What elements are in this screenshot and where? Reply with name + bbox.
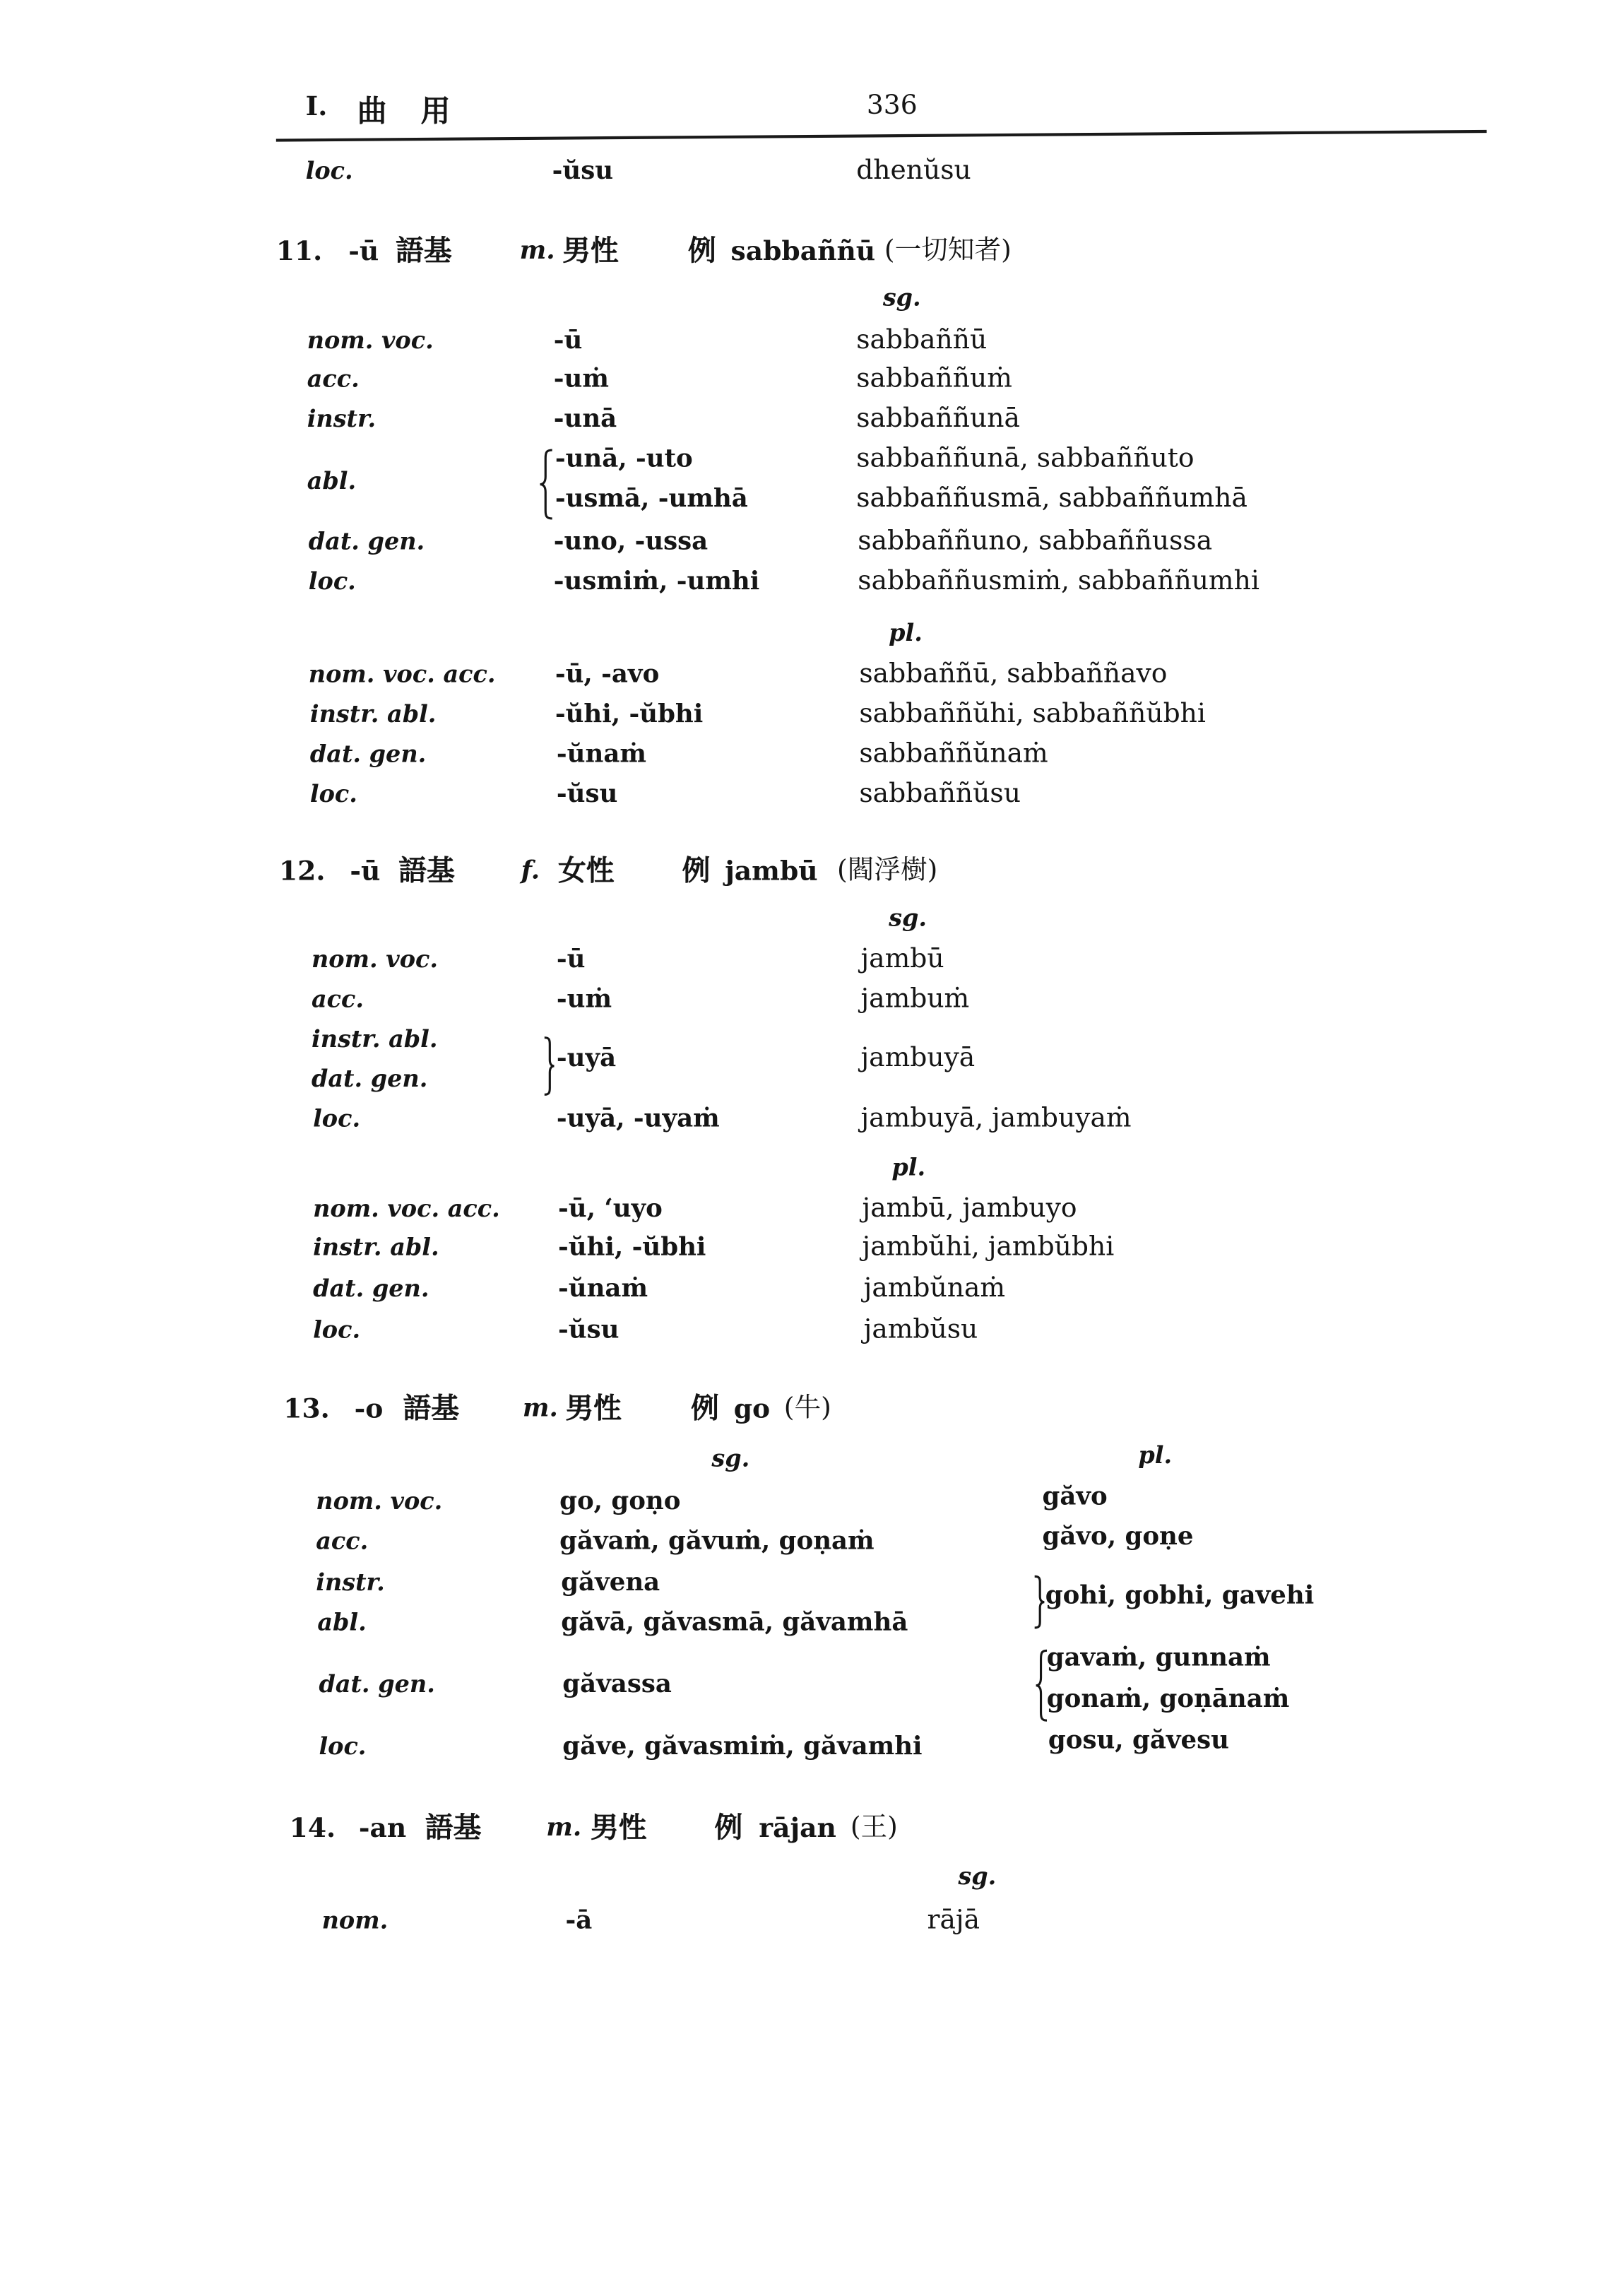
stem-label: 語基 bbox=[396, 235, 452, 268]
section-number: 14. bbox=[289, 1813, 336, 1845]
singular-form: găvaṁ, găvuṁ, goṇaṁ bbox=[559, 1527, 875, 1556]
stem-ending: -ū bbox=[350, 856, 381, 888]
paradigm-form: jambŭnaṁ bbox=[863, 1272, 1006, 1304]
paradigm-form: sabbaññusmiṁ, sabbaññumhi bbox=[858, 565, 1260, 597]
header-rule bbox=[276, 130, 1487, 141]
stem-label: 語基 bbox=[403, 1392, 460, 1425]
example-word: go bbox=[733, 1393, 771, 1425]
paradigm-form: jambū bbox=[860, 943, 944, 975]
ending-text: -ŭsu bbox=[552, 156, 614, 187]
plural-form: găvo, goṇe bbox=[1042, 1522, 1194, 1552]
example-label: 例 bbox=[687, 235, 716, 268]
example-label: 例 bbox=[714, 1811, 743, 1845]
example-label: 例 bbox=[682, 855, 711, 888]
singular-label: sg. bbox=[958, 1862, 997, 1891]
plural-label: pl. bbox=[1138, 1441, 1173, 1470]
gender-label: 男性 bbox=[590, 1811, 647, 1845]
ending-text: -uyā, -uyaṁ bbox=[556, 1104, 720, 1135]
paradigm-form: jambŭhi, jambŭbhi bbox=[862, 1231, 1115, 1263]
stem-ending: -o bbox=[354, 1393, 384, 1425]
paradigm-form: sabbaññŭhi, sabbaññŭbhi bbox=[859, 698, 1206, 730]
chapter-title: 曲 用 bbox=[357, 93, 463, 129]
paradigm-form: sabbaññŭnaṁ bbox=[859, 738, 1048, 769]
case-label: acc. bbox=[311, 985, 364, 1013]
stem-ending: -an bbox=[358, 1813, 407, 1845]
example-word: rājan bbox=[759, 1813, 836, 1845]
chapter-number: I. bbox=[305, 91, 328, 123]
case-label: dat. gen. bbox=[309, 740, 427, 768]
case-label: loc. bbox=[305, 156, 353, 185]
singular-label: sg. bbox=[882, 283, 921, 312]
example-label: 例 bbox=[691, 1392, 719, 1425]
paradigm-form: jambuyā bbox=[860, 1042, 976, 1074]
case-label: dat. gen. bbox=[308, 527, 425, 555]
plural-form: gohi, gobhi, gavehi bbox=[1045, 1581, 1315, 1612]
case-label: instr. abl. bbox=[311, 1024, 438, 1053]
paradigm-form: sabbaññū, sabbaññavo bbox=[859, 658, 1168, 690]
stem-label: 語基 bbox=[425, 1811, 482, 1845]
case-label: nom. voc. acc. bbox=[308, 660, 496, 688]
singular-label: sg. bbox=[889, 904, 927, 932]
singular-label: sg. bbox=[711, 1444, 750, 1472]
ending-text: -ŭnaṁ bbox=[556, 740, 646, 769]
case-label: loc. bbox=[313, 1104, 361, 1133]
case-label: instr. bbox=[316, 1568, 385, 1597]
ending-text: -uṁ bbox=[553, 365, 609, 395]
gender-abbreviation: m. bbox=[522, 1393, 558, 1424]
gender-label: 男性 bbox=[565, 1392, 622, 1425]
example-gloss: (閻浮樹) bbox=[837, 855, 938, 886]
case-label: nom. voc. bbox=[316, 1486, 443, 1515]
paradigm-form: jambuyā, jambuyaṁ bbox=[860, 1103, 1132, 1135]
ending-text: -usmiṁ, -umhi bbox=[553, 567, 760, 597]
case-label: dat. gen. bbox=[319, 1669, 435, 1698]
stem-label: 語基 bbox=[398, 855, 455, 888]
ending-text: -unā, -uto bbox=[555, 444, 693, 474]
ending-text: -uno, -ussa bbox=[553, 527, 709, 557]
ending-text: -ū bbox=[553, 326, 583, 356]
case-label: loc. bbox=[319, 1732, 367, 1761]
case-label: abl. bbox=[307, 466, 357, 495]
paradigm-form: sabbaññunā bbox=[856, 403, 1020, 434]
plural-form: gosu, găvesu bbox=[1048, 1726, 1229, 1756]
case-label: acc. bbox=[307, 365, 360, 393]
ending-text: -ū, ‘uyo bbox=[558, 1194, 663, 1224]
example-word: jambū bbox=[725, 856, 818, 888]
case-label: loc. bbox=[308, 567, 356, 596]
case-label: instr. bbox=[307, 404, 377, 433]
paradigm-form: sabbaññusmā, sabbaññumhā bbox=[856, 483, 1247, 514]
singular-form: go, goṇo bbox=[559, 1486, 681, 1517]
ending-text: -ū bbox=[556, 945, 586, 975]
paradigm-form: sabbaññū bbox=[856, 324, 988, 356]
ending-text: -ū, -avo bbox=[555, 660, 660, 690]
singular-form: găve, găvasmiṁ, găvamhi bbox=[562, 1732, 923, 1762]
section-number: 12. bbox=[279, 856, 326, 888]
case-label: nom. voc. bbox=[307, 326, 434, 355]
paradigm-form: jambū, jambuyo bbox=[862, 1193, 1077, 1224]
singular-form: găvassa bbox=[562, 1669, 672, 1700]
gender-abbreviation: m. bbox=[546, 1813, 582, 1843]
paradigm-form: sabbaññunā, sabbaññuto bbox=[856, 443, 1195, 474]
example-gloss: (牛) bbox=[783, 1392, 831, 1424]
case-label: nom. bbox=[321, 1906, 389, 1934]
plural-form: gonaṁ, goṇānaṁ bbox=[1046, 1684, 1290, 1715]
page-number: 336 bbox=[866, 90, 918, 122]
case-label: loc. bbox=[309, 779, 357, 808]
case-label: instr. abl. bbox=[313, 1233, 439, 1261]
gender-abbreviation: f. bbox=[521, 856, 540, 886]
ending-text: -unā bbox=[553, 404, 617, 434]
ending-text: -uyā bbox=[556, 1043, 617, 1074]
case-label: acc. bbox=[316, 1527, 369, 1555]
case-label: dat. gen. bbox=[313, 1274, 429, 1303]
paradigm-form: sabbaññuno, sabbaññussa bbox=[858, 526, 1213, 557]
ending-text: -ā bbox=[565, 1906, 593, 1936]
ending-text: -uṁ bbox=[556, 985, 612, 1015]
plural-form: găvo bbox=[1042, 1482, 1108, 1513]
paradigm-form: dhenŭsu bbox=[856, 155, 971, 187]
plural-label: pl. bbox=[889, 618, 923, 647]
example-gloss: (一切知者) bbox=[884, 235, 1012, 266]
ending-text: -ŭsu bbox=[556, 779, 618, 810]
paradigm-form: jambŭsu bbox=[863, 1314, 978, 1345]
case-label: dat. gen. bbox=[311, 1064, 428, 1093]
ending-text: -ŭnaṁ bbox=[558, 1274, 648, 1304]
paradigm-form: sabbaññŭsu bbox=[859, 778, 1021, 810]
grouping-brace bbox=[1033, 1575, 1045, 1628]
gender-abbreviation: m. bbox=[519, 236, 555, 266]
ending-text: -ŭhi, -ŭbhi bbox=[558, 1233, 706, 1263]
singular-form: găvā, găvasmā, găvamhā bbox=[561, 1608, 908, 1638]
plural-form: gavaṁ, gunnaṁ bbox=[1046, 1643, 1271, 1673]
case-label: instr. abl. bbox=[309, 699, 437, 728]
ending-text: -ŭhi, -ŭbhi bbox=[555, 699, 704, 730]
case-label: abl. bbox=[317, 1608, 367, 1636]
grouping-brace bbox=[539, 449, 554, 519]
gender-label: 女性 bbox=[558, 855, 615, 888]
plural-label: pl. bbox=[891, 1153, 926, 1181]
section-number: 11. bbox=[275, 236, 323, 268]
gender-label: 男性 bbox=[562, 235, 619, 268]
section-number: 13. bbox=[283, 1393, 330, 1425]
ending-text: -ŭsu bbox=[558, 1315, 620, 1345]
paradigm-form: jambuṁ bbox=[860, 983, 970, 1015]
case-label: nom. voc. bbox=[311, 945, 439, 974]
case-label: nom. voc. acc. bbox=[313, 1194, 500, 1223]
paradigm-form: rājā bbox=[927, 1905, 980, 1936]
stem-ending: -ū bbox=[348, 236, 379, 268]
grouping-brace bbox=[543, 1036, 555, 1096]
case-label: loc. bbox=[313, 1315, 361, 1344]
paradigm-form: sabbaññuṁ bbox=[856, 363, 1012, 395]
singular-form: găvena bbox=[561, 1568, 660, 1598]
example-word: sabbaññū bbox=[730, 236, 876, 268]
example-gloss: (王) bbox=[850, 1811, 898, 1843]
ending-text: -usmā, -umhā bbox=[555, 484, 748, 514]
